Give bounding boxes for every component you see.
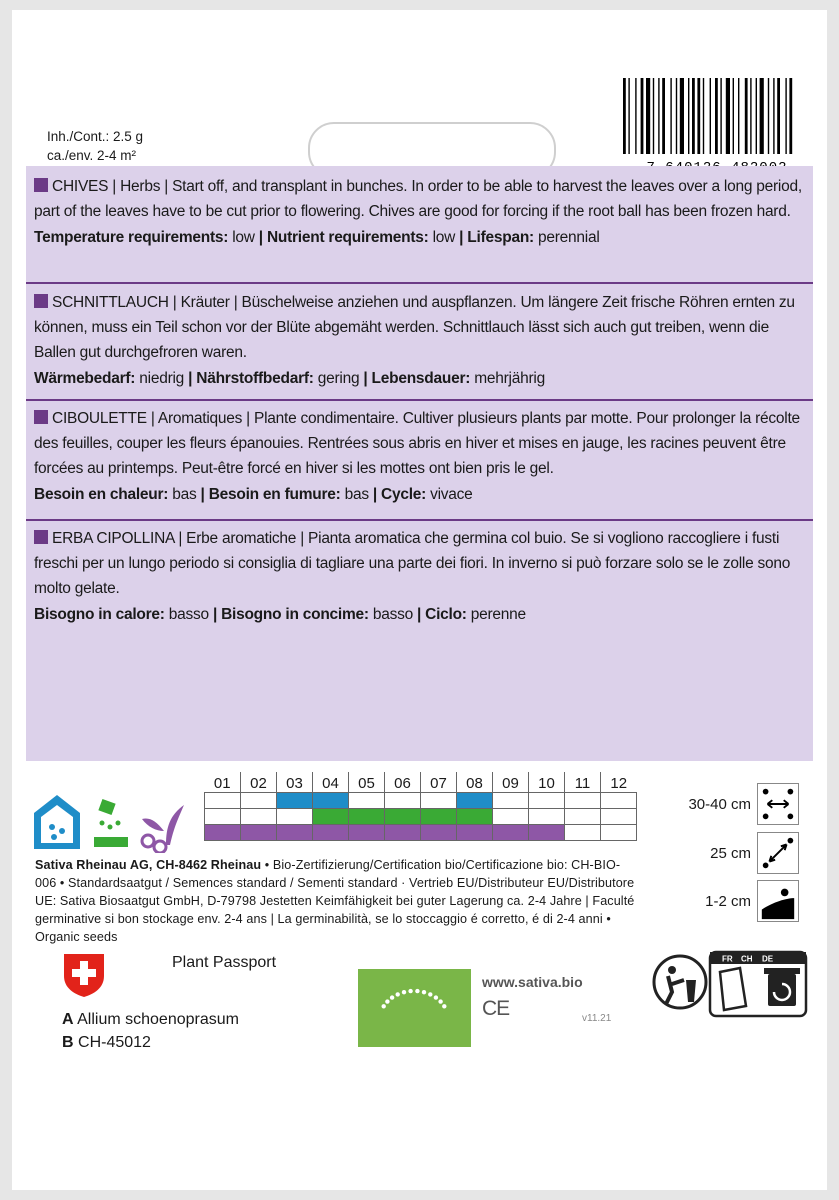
section-fr: CIBOULETTE | Aromatiques | Plante condimentaire. Cultiver plusieurs plants par motte. Pour prolonger la récolte des feuilles, couper les fleurs épanouies. Rentrées sous abris en hiver et mises en jauge, les racines peuvent être forcées au printemps. Peut-être forcé en hiver si les mottes ont bien pris le gel. Besoin en chaleur: bas | Besoin en fumure: bas | Cycle: vivace — [34, 410, 800, 503]
greenhouse-sowing-icon — [34, 795, 80, 849]
harvest-cell — [277, 825, 313, 841]
month-label: 10 — [529, 772, 565, 793]
eu-star — [390, 995, 394, 999]
sowing-depth: 1-2 cm — [705, 880, 799, 922]
harvest-cell — [421, 825, 457, 841]
indoor-cell — [205, 793, 241, 809]
section-en: CHIVES | Herbs | Start off, and transplant in bunches. In order to be able to harvest the leaves over a long period, part of the leaves have to be cut prior to flowering. Chives are good for forcing if the root ball has been frozen hard. Temperature requirements: low | Nutrient requirements: low | Lifespan: perennial — [34, 178, 802, 246]
eu-organic-logo — [358, 969, 471, 1047]
harvest-cell — [205, 825, 241, 841]
outdoor-cell — [277, 809, 313, 825]
svg-text:FR: FR — [722, 954, 733, 964]
indoor-cell — [349, 793, 385, 809]
outdoor-cell — [313, 809, 349, 825]
recycling-bin-icon — [764, 968, 800, 1006]
outdoor-cell — [601, 809, 637, 825]
outdoor-cell — [457, 809, 493, 825]
month-label: 12 — [610, 775, 628, 792]
plant-passport-title: Plant Passport — [172, 954, 277, 971]
indoor-cell — [457, 793, 493, 809]
indoor-cell — [529, 793, 565, 809]
month-label: 08 — [457, 772, 493, 793]
eu-star — [422, 990, 426, 994]
indoor-cell — [493, 793, 529, 809]
certification-fineprint: Sativa Rheinau AG, CH-8462 Rheinau • Bio-Zertifizierung/Certification bio/Certificazione bio: CH-BIO-006 • Standardsaatgut / Semences standard / Sementi standard · Vertrieb EU/Distributeur EU/Distributore UE: Sativa Biosaatgut GmbH, D-79798 Jestetten Keimfähigkeit bei guter Lagerung ca. 2-4 Jahre | Faculté germinative si bon stockage env. 2-4 ans | La germinabilità, se lo stoccaggio é corretto, é di 2-4 anni • Organic seeds — [35, 858, 635, 944]
month-label: 09 — [493, 772, 529, 793]
sowing-method-icons — [32, 793, 192, 853]
harvest-cell — [385, 825, 421, 841]
indoor-cell — [385, 793, 421, 809]
square-marker-icon — [34, 178, 48, 192]
eu-star — [408, 989, 412, 993]
recycling-person-icon — [654, 956, 706, 1008]
harvest-cell — [529, 825, 565, 841]
section-divider — [26, 399, 813, 401]
month-label: 03 — [277, 772, 313, 793]
harvest-cell — [601, 825, 637, 841]
outdoor-cell — [529, 809, 565, 825]
outdoor-cell — [349, 809, 385, 825]
row-spacing: 30-40 cm — [688, 783, 799, 825]
outdoor-cell — [385, 809, 421, 825]
outdoor-cell — [421, 809, 457, 825]
indoor-cell — [313, 793, 349, 809]
square-marker-icon — [34, 294, 48, 308]
harvest-scissors-icon — [142, 805, 184, 853]
plant-passport-details: A Allium schoenoprasum B CH-45012 — [62, 1011, 239, 1051]
indoor-cell — [421, 793, 457, 809]
indoor-cell — [277, 793, 313, 809]
website-link[interactable]: www.sativa.bio — [482, 974, 583, 990]
description-panel — [26, 166, 813, 761]
section-divider — [26, 282, 813, 284]
harvest-cell — [313, 825, 349, 841]
sowing-calendar — [204, 772, 637, 841]
outdoor-cell — [565, 809, 601, 825]
paper-bag-icon — [720, 968, 746, 1010]
eu-star — [385, 999, 389, 1003]
plant-spacing-icon — [757, 832, 799, 874]
outdoor-cell — [205, 809, 241, 825]
indoor-cell — [241, 793, 277, 809]
harvest-cell — [565, 825, 601, 841]
indoor-cell — [601, 793, 637, 809]
month-label: 06 — [385, 772, 421, 793]
eu-star — [428, 992, 432, 996]
eu-star — [434, 995, 438, 999]
ce-mark: CE — [482, 997, 510, 1020]
svg-text:CH: CH — [741, 954, 753, 964]
square-marker-icon — [34, 530, 48, 544]
section-divider — [26, 519, 813, 521]
eu-star — [382, 1004, 386, 1008]
plant-spacing: 25 cm — [710, 832, 799, 874]
outdoor-sowing-icon — [94, 799, 128, 847]
harvest-cell — [493, 825, 529, 841]
eu-star — [438, 999, 442, 1003]
recycling-info — [650, 950, 810, 1020]
indoor-cell — [565, 793, 601, 809]
section-it: ERBA CIPOLLINA | Erbe aromatiche | Pianta aromatica che germina col buio. Se si vogliono raccogliere i fusti freschi per un lungo periodo si consiglia di tagliare una parte dei fiori. In inverno si può forzare solo se le zolle sono molto gelate. Bisogno in calore: basso | Bisogno in concime: basso | Ciclo: perenne — [34, 530, 791, 623]
sowing-depth-icon — [757, 880, 799, 922]
section-de: SCHNITTLAUCH | Kräuter | Büschelweise anziehen und auspflanzen. Um längere Zeit frische Röhren ernten zu können, muss ein Teil schon vor der Blüte abgemäht werden. Schnittlauch lässt sich auch gut treiben, wenn die Ballen gut durchgefroren waren. Wärmebedarf: niedrig | Nährstoffbedarf: gering | Lebensdauer: mehrjährig — [34, 294, 795, 387]
month-label: 02 — [241, 772, 277, 793]
eu-star — [396, 992, 400, 996]
eu-star — [415, 989, 419, 993]
month-label: 04 — [313, 772, 349, 793]
month-label: 11 — [565, 772, 601, 793]
eu-star — [442, 1004, 446, 1008]
swiss-shield-icon — [62, 952, 106, 998]
row-spacing-icon — [757, 783, 799, 825]
square-marker-icon — [34, 410, 48, 424]
harvest-cell — [349, 825, 385, 841]
harvest-cell — [457, 825, 493, 841]
content-info: Inh./Cont.: 2.5 g ca./env. 2-4 m² — [47, 129, 144, 163]
outdoor-cell — [241, 809, 277, 825]
eu-star — [402, 990, 406, 994]
recycling-box — [710, 952, 806, 1016]
harvest-cell — [241, 825, 277, 841]
month-label: 05 — [349, 772, 385, 793]
outdoor-cell — [493, 809, 529, 825]
month-label: 01 — [205, 772, 241, 793]
svg-text:DE: DE — [762, 954, 774, 964]
month-label: 07 — [421, 772, 457, 793]
version-label: v11.21 — [582, 1013, 612, 1024]
barcode — [621, 78, 813, 176]
